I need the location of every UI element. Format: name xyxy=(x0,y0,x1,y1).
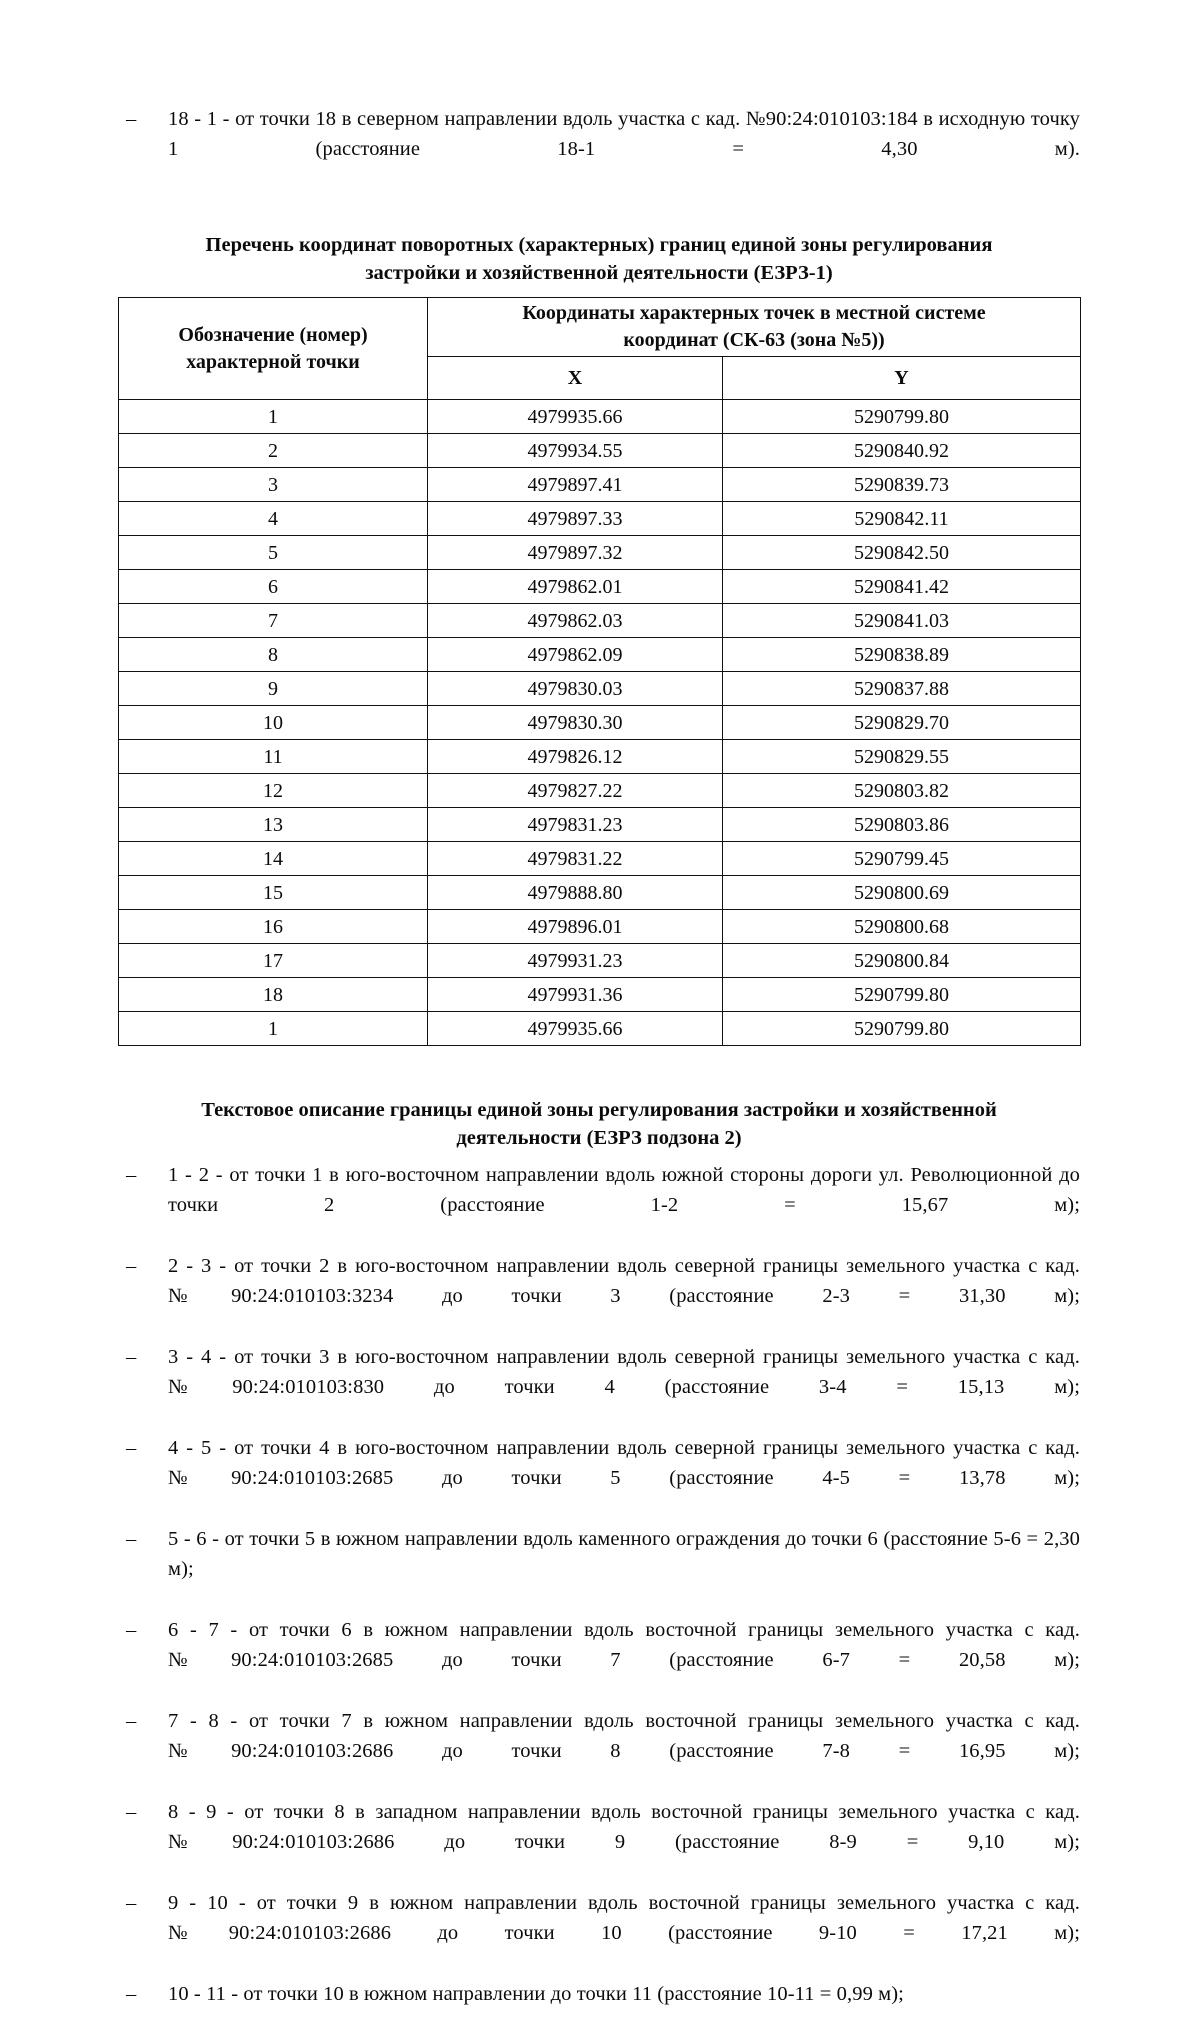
cell-y: 5290841.42 xyxy=(723,570,1081,604)
cell-point: 5 xyxy=(119,536,428,570)
cell-y: 5290803.86 xyxy=(723,808,1081,842)
cell-y: 5290842.11 xyxy=(723,502,1081,536)
cell-point: 18 xyxy=(119,978,428,1012)
bullet-dash-icon: – xyxy=(126,1528,137,1550)
cell-point: 17 xyxy=(119,944,428,978)
cell-x: 4979831.22 xyxy=(428,842,723,876)
cell-x: 4979862.09 xyxy=(428,638,723,672)
description-title-line-1: Текстовое описание границы единой зоны регулирования застройки и хозяйственной xyxy=(201,1099,997,1121)
description-title xyxy=(118,1096,1080,1152)
table-row xyxy=(119,808,1081,842)
cell-y: 5290838.89 xyxy=(723,638,1081,672)
cell-y: 5290800.69 xyxy=(723,876,1081,910)
table-row xyxy=(119,468,1081,502)
list-item-text: 4 - 5 - от точки 4 в юго-восточном направлении вдоль северной границы земельного участка с кад. №90:24:010103:2685 до точки 5 (расстояние 4-5 = 13,78 м); xyxy=(168,1437,1080,1489)
cell-y: 5290840.92 xyxy=(723,434,1081,468)
col-header-coords-line-1: Координаты характерных точек в местной системе xyxy=(522,302,986,324)
table-row xyxy=(119,502,1081,536)
coordinates-table xyxy=(118,297,1081,1046)
table-title-line-2: застройки и хозяйственной деятельности (ЕЗРЗ-1) xyxy=(365,262,833,284)
cell-x: 4979827.22 xyxy=(428,774,723,808)
cell-x: 4979826.12 xyxy=(428,740,723,774)
cell-point: 14 xyxy=(119,842,428,876)
cell-point: 15 xyxy=(119,876,428,910)
cell-x: 4979862.03 xyxy=(428,604,723,638)
cell-x: 4979831.23 xyxy=(428,808,723,842)
cell-y: 5290799.80 xyxy=(723,1012,1081,1046)
description-title-line-2: деятельности (ЕЗРЗ подзона 2) xyxy=(456,1127,742,1149)
list-item xyxy=(118,1524,1080,1614)
cell-x: 4979935.66 xyxy=(428,1012,723,1046)
table-row xyxy=(119,536,1081,570)
cell-y: 5290799.45 xyxy=(723,842,1081,876)
cell-point: 1 xyxy=(119,1012,428,1046)
intro-bullet-list xyxy=(118,104,1080,194)
col-header-coords-line-2: координат (СК-63 (зона №5)) xyxy=(623,329,885,351)
list-item-text: 8 - 9 - от точки 8 в западном направлении вдоль восточной границы земельного участка с кад. №90:24:010103:2686 до точки 9 (расстояние 8-9 = 9,10 м); xyxy=(168,1801,1080,1853)
table-row xyxy=(119,944,1081,978)
list-item-text: 18 - 1 - от точки 18 в северном направлении вдоль участка с кад. №90:24:010103:184 в исходную точку 1 (расстояние 18-1 = 4,30 м). xyxy=(168,108,1080,160)
list-item-text: 5 - 6 - от точки 5 в южном направлении вдоль каменного ограждения до точки 6 (расстояние 5-6 = 2,30 м); xyxy=(168,1528,1080,1580)
list-item-text: 7 - 8 - от точки 7 в южном направлении вдоль восточной границы земельного участка с кад. №90:24:010103:2686 до точки 8 (расстояние 7-8 = 16,95 м); xyxy=(168,1710,1080,1762)
col-header-point: Обозначение (номер) характерной точки xyxy=(119,298,428,400)
cell-point: 6 xyxy=(119,570,428,604)
cell-point: 1 xyxy=(119,400,428,434)
table-row xyxy=(119,1012,1081,1046)
cell-x: 4979931.23 xyxy=(428,944,723,978)
cell-point: 3 xyxy=(119,468,428,502)
table-row xyxy=(119,604,1081,638)
table-row xyxy=(119,706,1081,740)
col-header-coords xyxy=(428,298,1081,357)
list-item-text: 10 - 11 - от точки 10 в южном направлении до точки 11 (расстояние 10-11 = 0,99 м); xyxy=(168,1983,904,2005)
cell-x: 4979862.01 xyxy=(428,570,723,604)
table-row xyxy=(119,740,1081,774)
list-item-text: 1 - 2 - от точки 1 в юго-восточном направлении вдоль южной стороны дороги ул. Революционной до точки 2 (расстояние 1-2 = 15,67 м); xyxy=(168,1164,1080,1216)
table-row xyxy=(119,842,1081,876)
table-body xyxy=(119,400,1081,1046)
bullet-dash-icon: – xyxy=(126,1164,137,1186)
description-bullet-list xyxy=(118,1160,1080,2039)
col-header-y: Y xyxy=(723,357,1081,400)
bullet-dash-icon: – xyxy=(126,1255,137,1277)
cell-x: 4979931.36 xyxy=(428,978,723,1012)
table-title xyxy=(118,231,1080,287)
cell-x: 4979896.01 xyxy=(428,910,723,944)
cell-x: 4979830.03 xyxy=(428,672,723,706)
bullet-dash-icon: – xyxy=(126,108,137,130)
col-header-x: X xyxy=(428,357,723,400)
table-row xyxy=(119,910,1081,944)
cell-y: 5290799.80 xyxy=(723,978,1081,1012)
list-item xyxy=(118,1888,1080,1978)
cell-point: 10 xyxy=(119,706,428,740)
cell-point: 7 xyxy=(119,604,428,638)
cell-y: 5290799.80 xyxy=(723,400,1081,434)
list-item-text: 6 - 7 - от точки 6 в южном направлении вдоль восточной границы земельного участка с кад. №90:24:010103:2685 до точки 7 (расстояние 6-7 = 20,58 м); xyxy=(168,1619,1080,1671)
list-item xyxy=(118,104,1080,194)
cell-y: 5290800.84 xyxy=(723,944,1081,978)
cell-x: 4979935.66 xyxy=(428,400,723,434)
cell-x: 4979830.30 xyxy=(428,706,723,740)
cell-point: 13 xyxy=(119,808,428,842)
cell-point: 11 xyxy=(119,740,428,774)
cell-y: 5290829.70 xyxy=(723,706,1081,740)
cell-y: 5290839.73 xyxy=(723,468,1081,502)
table-head xyxy=(119,298,1081,400)
cell-point: 12 xyxy=(119,774,428,808)
list-item xyxy=(118,1160,1080,1250)
table-row xyxy=(119,400,1081,434)
table-row xyxy=(119,672,1081,706)
cell-y: 5290842.50 xyxy=(723,536,1081,570)
table-row xyxy=(119,978,1081,1012)
table-header-row-1 xyxy=(119,298,1081,357)
table-row xyxy=(119,570,1081,604)
cell-y: 5290829.55 xyxy=(723,740,1081,774)
bullet-dash-icon: – xyxy=(126,1710,137,1732)
list-item xyxy=(118,1706,1080,1796)
list-item xyxy=(118,1797,1080,1887)
list-item xyxy=(118,1615,1080,1705)
cell-point: 8 xyxy=(119,638,428,672)
cell-x: 4979934.55 xyxy=(428,434,723,468)
bullet-dash-icon: – xyxy=(126,1801,137,1823)
table-row xyxy=(119,774,1081,808)
list-item-text: 9 - 10 - от точки 9 в южном направлении вдоль восточной границы земельного участка с кад. №90:24:010103:2686 до точки 10 (расстояние 9-10 = 17,21 м); xyxy=(168,1892,1080,1944)
bullet-dash-icon: – xyxy=(126,1346,137,1368)
cell-y: 5290803.82 xyxy=(723,774,1081,808)
cell-x: 4979897.33 xyxy=(428,502,723,536)
cell-y: 5290837.88 xyxy=(723,672,1081,706)
page-content xyxy=(118,104,1080,2040)
cell-y: 5290800.68 xyxy=(723,910,1081,944)
list-item xyxy=(118,1342,1080,1432)
table-row xyxy=(119,638,1081,672)
cell-point: 4 xyxy=(119,502,428,536)
bullet-dash-icon: – xyxy=(126,1983,137,2005)
bullet-dash-icon: – xyxy=(126,1619,137,1641)
cell-point: 9 xyxy=(119,672,428,706)
bullet-dash-icon: – xyxy=(126,1437,137,1459)
cell-x: 4979897.41 xyxy=(428,468,723,502)
table-row xyxy=(119,434,1081,468)
list-item xyxy=(118,1979,1080,2039)
bullet-dash-icon: – xyxy=(126,1892,137,1914)
list-item xyxy=(118,1251,1080,1341)
list-item-text: 2 - 3 - от точки 2 в юго-восточном направлении вдоль северной границы земельного участка с кад. №90:24:010103:3234 до точки 3 (расстояние 2-3 = 31,30 м); xyxy=(168,1255,1080,1307)
list-item xyxy=(118,1433,1080,1523)
cell-point: 2 xyxy=(119,434,428,468)
list-item-text: 3 - 4 - от точки 3 в юго-восточном направлении вдоль северной границы земельного участка с кад. №90:24:010103:830 до точки 4 (расстояние 3-4 = 15,13 м); xyxy=(168,1346,1080,1398)
table-title-line-1: Перечень координат поворотных (характерных) границ единой зоны регулирования xyxy=(205,234,993,256)
cell-x: 4979888.80 xyxy=(428,876,723,910)
cell-y: 5290841.03 xyxy=(723,604,1081,638)
table-row xyxy=(119,876,1081,910)
cell-x: 4979897.32 xyxy=(428,536,723,570)
cell-point: 16 xyxy=(119,910,428,944)
